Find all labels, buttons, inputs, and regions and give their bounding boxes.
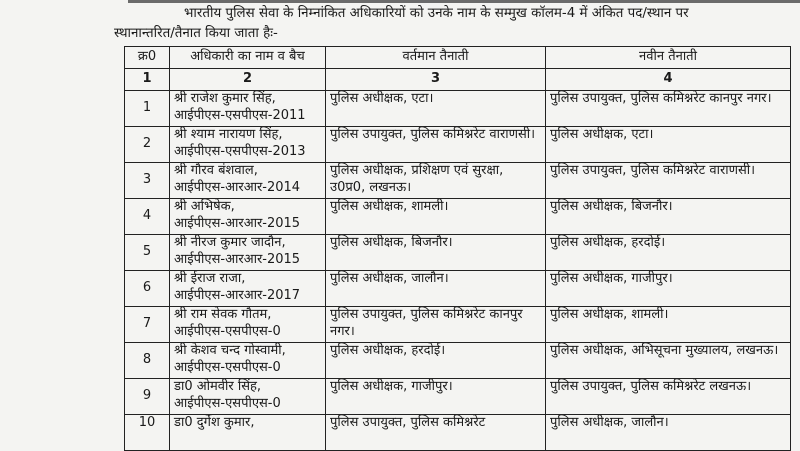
officer-name: डा0 दुर्गेश कुमार, [174,415,255,430]
table-row [125,163,791,199]
officer-name: श्री राजेश कुमार सिंह, [174,91,276,106]
officer-batch: आईपीएस-एसपीएस-2013 [174,143,306,159]
serial-number: 8 [125,343,170,379]
officer-cell [170,199,326,235]
intro-paragraph [114,4,786,44]
header-serial: क्र0 [125,47,170,69]
intro-line-1: भारतीय पुलिस सेवा के निम्नांकित अधिकारियों को उनके नाम के सम्मुख कॉलम-4 में अंकित पद/स्थान पर [184,6,689,21]
column-number-row [125,69,791,91]
new-posting: पुलिस अधीक्षक, अभिसूचना मुख्यालय, लखनऊ। [546,343,791,379]
new-posting: पुलिस अधीक्षक, हरदोई। [546,235,791,271]
officer-name: श्री नीरज कुमार जादौन, [174,235,286,250]
serial-number: 1 [125,91,170,127]
table-header-row [125,47,791,69]
officer-batch: आईपीएस-आरआर-2017 [174,287,301,303]
officer-batch: आईपीएस-आरआर-2014 [174,179,301,195]
serial-number: 10 [125,415,170,451]
table-row [125,307,791,343]
column-number: 2 [170,69,326,91]
new-posting: पुलिस अधीक्षक, एटा। [546,127,791,163]
officer-batch: आईपीएस-एसपीएस-2011 [174,107,306,123]
officer-batch: आईपीएस-एसपीएस-0 [174,359,281,375]
new-posting: पुलिस अधीक्षक, जालौन। [546,415,791,451]
new-posting: पुलिस अधीक्षक, बिजनौर। [546,199,791,235]
officer-name: श्री केशव चन्द गोस्वामी, [174,343,286,358]
officer-cell [170,343,326,379]
new-posting: पुलिस उपायुक्त, पुलिस कमिश्नरेट वाराणसी। [546,163,791,199]
officer-name: डा0 ओमवीर सिंह, [174,379,262,394]
current-posting: पुलिस अधीक्षक, प्रशिक्षण एवं सुरक्षा, उ0प्र0, लखनऊ। [326,163,546,199]
serial-number: 4 [125,199,170,235]
officer-cell [170,271,326,307]
new-posting: पुलिस उपायुक्त, पुलिस कमिश्नरेट लखनऊ। [546,379,791,415]
intro-line-2: स्थानान्तरित/तैनात किया जाता हैः- [114,26,278,41]
new-posting: पुलिस उपायुक्त, पुलिस कमिश्नरेट कानपुर नगर। [546,91,791,127]
current-posting: पुलिस उपायुक्त, पुलिस कमिश्नरेट वाराणसी। [326,127,546,163]
serial-number: 7 [125,307,170,343]
officer-cell [170,379,326,415]
current-posting: पुलिस अधीक्षक, जालौन। [326,271,546,307]
current-posting: पुलिस अधीक्षक, एटा। [326,91,546,127]
officer-cell [170,235,326,271]
officer-name: श्री श्याम नारायण सिंह, [174,127,283,142]
current-posting: पुलिस अधीक्षक, गाजीपुर। [326,379,546,415]
officer-batch: आईपीएस-एसपीएस-0 [174,395,281,411]
table-row [125,379,791,415]
table-row [125,343,791,379]
serial-number: 2 [125,127,170,163]
table-row [125,235,791,271]
current-posting: पुलिस अधीक्षक, शामली। [326,199,546,235]
top-border-line [128,0,800,3]
serial-number: 3 [125,163,170,199]
officer-cell [170,307,326,343]
table-row [125,199,791,235]
officer-cell [170,127,326,163]
officer-name: श्री ईराज राजा, [174,271,246,286]
header-current-posting: वर्तमान तैनाती [326,47,546,69]
header-new-posting: नवीन तैनाती [546,47,791,69]
table-row [125,415,791,451]
header-officer-name: अधिकारी का नाम व बैच [170,47,326,69]
column-number: 1 [125,69,170,91]
serial-number: 5 [125,235,170,271]
current-posting: पुलिस अधीक्षक, बिजनौर। [326,235,546,271]
table-row [125,91,791,127]
officer-batch: आईपीएस-आरआर-2015 [174,215,301,231]
officer-cell [170,91,326,127]
officer-cell [170,415,326,451]
officer-name: श्री गौरव बंशवाल, [174,163,258,178]
transfer-table [124,46,791,451]
officer-batch: आईपीएस-आरआर-2015 [174,251,301,267]
current-posting: पुलिस उपायुक्त, पुलिस कमिश्नरेट कानपुर नगर। [326,307,546,343]
new-posting: पुलिस अधीक्षक, गाजीपुर। [546,271,791,307]
serial-number: 9 [125,379,170,415]
column-number: 3 [326,69,546,91]
officer-batch: आईपीएस-एसपीएस-0 [174,323,281,339]
column-number: 4 [546,69,791,91]
officer-name: श्री राम सेवक गौतम, [174,307,272,322]
table-row [125,127,791,163]
table-row [125,271,791,307]
current-posting: पुलिस अधीक्षक, हरदोई। [326,343,546,379]
officer-name: श्री अभिषेक, [174,199,235,214]
officer-cell [170,163,326,199]
current-posting: पुलिस उपायुक्त, पुलिस कमिश्नरेट [326,415,546,451]
serial-number: 6 [125,271,170,307]
new-posting: पुलिस अधीक्षक, शामली। [546,307,791,343]
